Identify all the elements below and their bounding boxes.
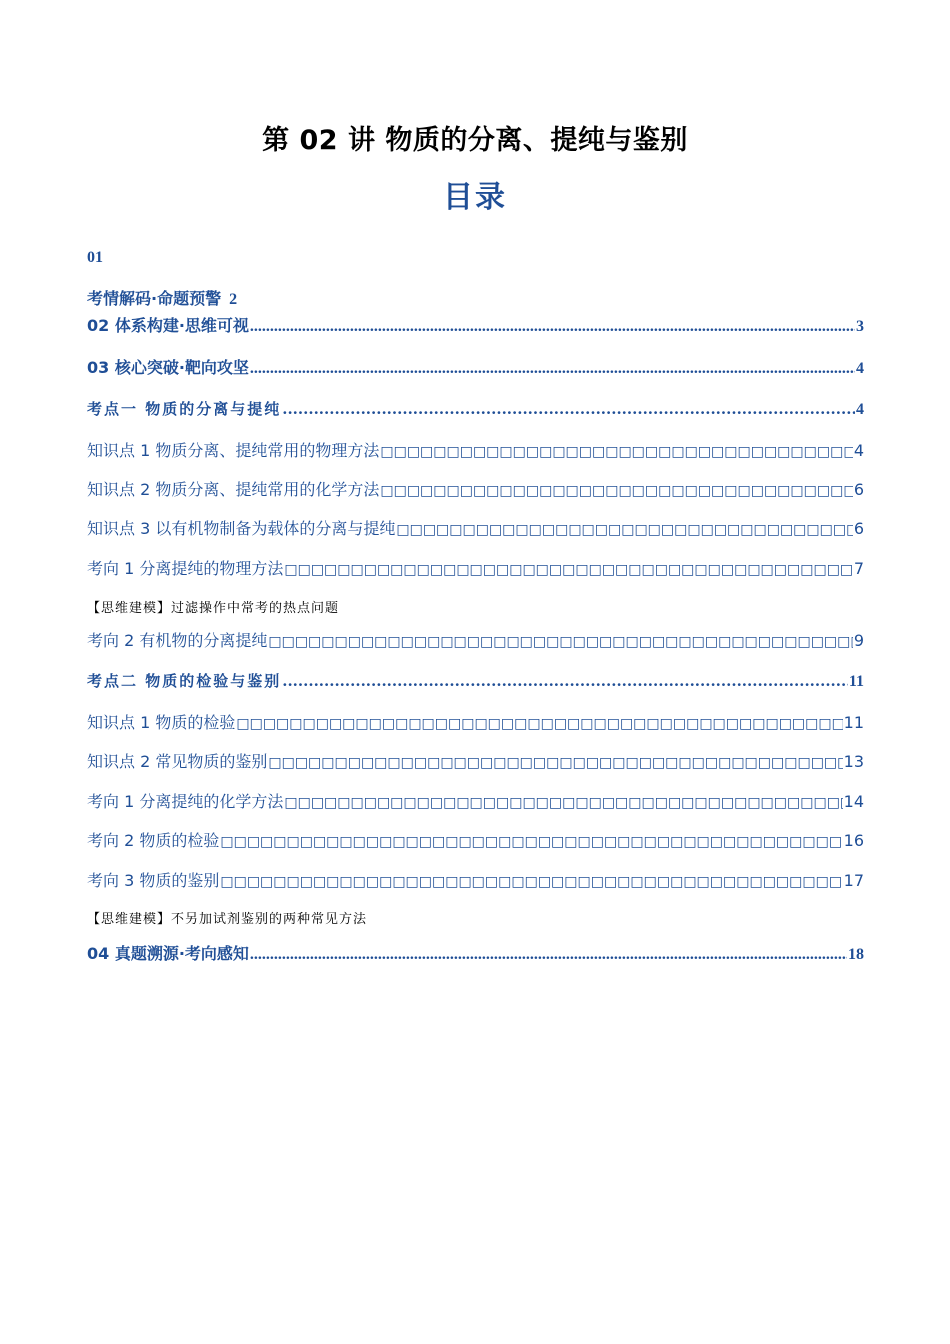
toc-entry-label: 考点一 物质的分离与提纯 [87,400,282,418]
toc-entry-page: 9 [853,631,864,650]
toc-leader-boxes [220,834,842,850]
toc-leader-boxes [396,522,852,538]
toc-entry-label: 知识点 1 物质的检验 [87,713,236,732]
toc-entry-page: 11 [848,673,864,690]
toc-entry-exam-analysis[interactable] [87,286,237,309]
toc-leader-dots [250,944,847,964]
toc-leader-boxes [268,755,842,771]
toc-entry-page: 6 [853,519,864,538]
toc-leader-boxes [380,444,852,460]
toc-leader-dots [250,358,855,378]
toc-entry-page: 16 [843,831,864,850]
toc-entry-page: 13 [843,752,864,771]
toc-entry-page: 14 [843,792,864,811]
toc-heading: 目录 [443,180,507,215]
toc-entry-page: 4 [856,401,864,418]
toc-entry-label: 知识点 3 以有机物制备为载体的分离与提纯 [87,519,396,538]
toc-entry-page: 3 [856,318,864,335]
toc-leader-boxes [380,483,852,499]
toc-entry-label: 考情解码·命题预警 [87,289,222,308]
toc-entry-kaoxiang-2-2[interactable] [87,828,864,851]
toc-entry-page: 4 [853,441,864,460]
toc-leader-dots [282,400,855,418]
toc-entry-label: 知识点 2 常见物质的鉴别 [87,752,268,771]
toc-entry-kaodian-1[interactable] [87,398,864,419]
toc-entry-label: 考向 2 物质的检验 [87,831,220,850]
toc-entry-page: 6 [853,480,864,499]
toc-entry-real-exam[interactable] [87,941,864,964]
toc-entry-page: 2 [229,291,238,308]
toc-entry-system-building[interactable] [87,313,864,336]
toc-entry-kaoxiang-2-3[interactable] [87,868,864,891]
toc-entry-label: 考向 3 物质的鉴别 [87,871,220,890]
toc-entry-page: 4 [856,360,864,377]
toc-entry-label: 考向 2 有机物的分离提纯 [87,631,268,650]
toc-entry-kaoxiang-1-1[interactable] [87,556,864,579]
toc-entry-kaoxiang-1-2[interactable] [87,628,864,651]
toc-leader-boxes [220,874,842,890]
toc-entry-label: 02 体系构建·思维可视 [87,316,249,335]
toc-entry-page: 11 [843,713,864,732]
toc-entry-page: 18 [848,946,864,963]
toc-leader-dots [282,672,848,690]
toc-mind-model-identification[interactable]: 【思维建模】不另加试剂鉴别的两种常见方法 [87,912,368,927]
toc-entry-label: 知识点 2 物质分离、提纯常用的化学方法 [87,480,380,499]
toc-mind-model-filtration[interactable]: 【思维建模】过滤操作中常考的热点问题 [87,601,340,616]
toc-entry-01-number[interactable]: 01 [87,249,103,266]
toc-leader-boxes [284,795,842,811]
toc-leader-dots [250,316,855,336]
toc-entry-zhishidian-1-2[interactable] [87,477,864,500]
toc-entry-kaoxiang-2-1[interactable] [87,789,864,812]
toc-entry-page: 7 [853,559,864,578]
toc-entry-label: 03 核心突破·靶向攻坚 [87,358,249,377]
toc-entry-kaodian-2[interactable] [87,670,864,691]
toc-entry-label: 知识点 1 物质分离、提纯常用的物理方法 [87,441,380,460]
toc-entry-zhishidian-1-1[interactable] [87,438,864,461]
toc-entry-zhishidian-1-3[interactable] [87,516,864,539]
toc-entry-zhishidian-2-2[interactable] [87,749,864,772]
document-title: 第 02 讲 物质的分离、提纯与鉴别 [262,125,688,156]
toc-entry-page: 17 [843,871,864,890]
toc-leader-boxes [236,716,842,732]
toc-entry-label: 考点二 物质的检验与鉴别 [87,672,282,690]
toc-leader-boxes [284,562,852,578]
toc-entry-label: 考向 1 分离提纯的物理方法 [87,559,284,578]
toc-leader-boxes [268,634,852,650]
toc-entry-core-breakthrough[interactable] [87,355,864,378]
toc-entry-label: 考向 1 分离提纯的化学方法 [87,792,284,811]
toc-entry-label: 04 真题溯源·考向感知 [87,944,249,963]
toc-entry-zhishidian-2-1[interactable] [87,710,864,733]
